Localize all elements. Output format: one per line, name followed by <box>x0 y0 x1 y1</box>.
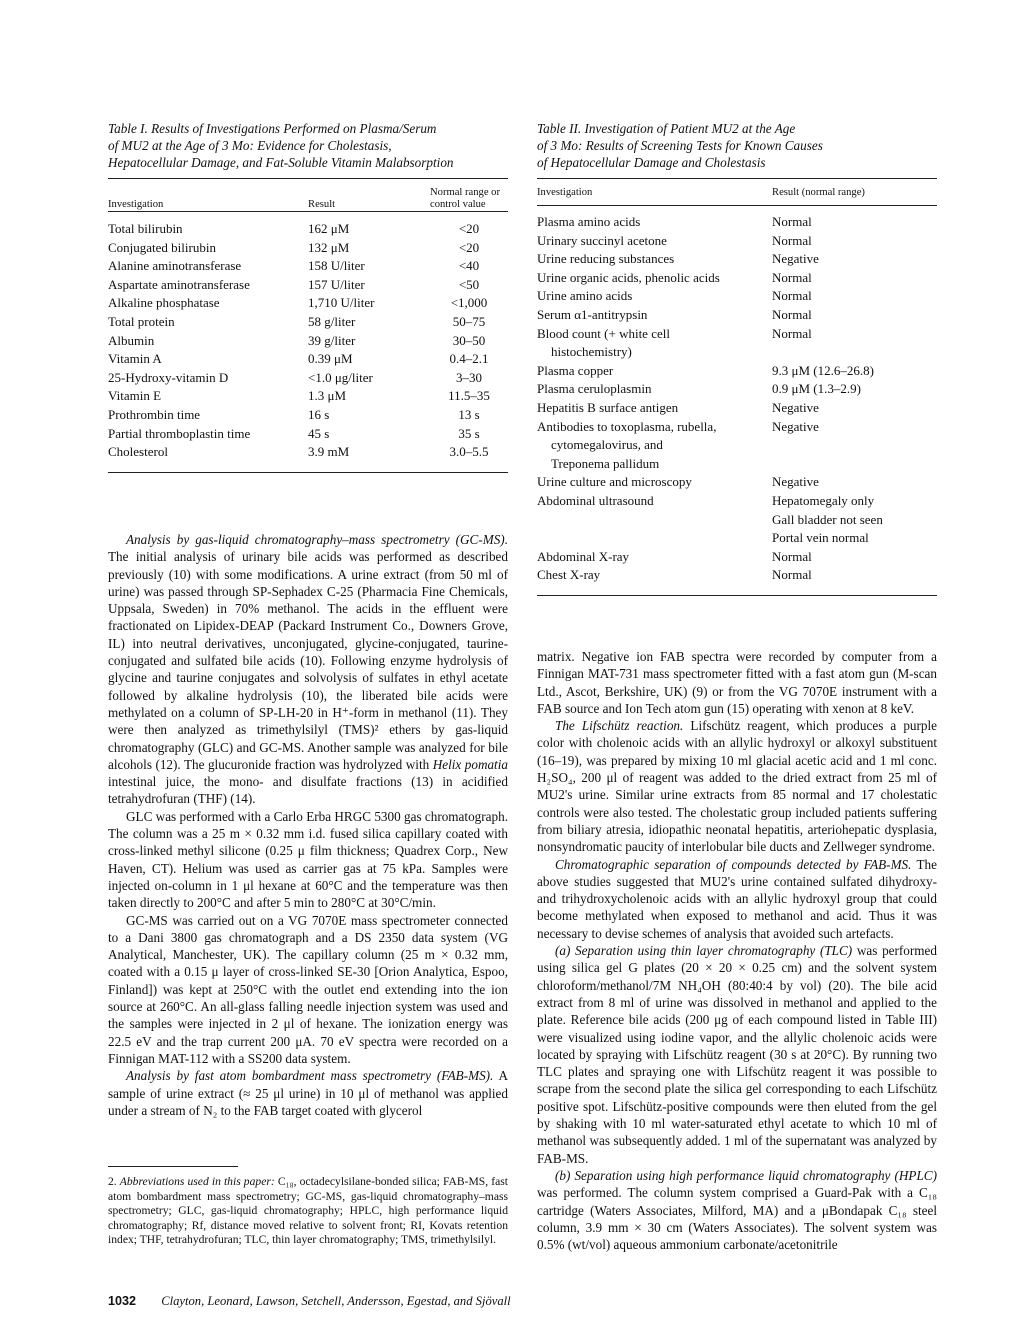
table-row <box>108 369 508 388</box>
paragraph-gcms-intro: Analysis by gas-liquid chromatography–mass spectrometry (GC-MS). The initial analysis of urinary bile acids was performed as described previously (10) with some modifications. A urine extract (from 50 ml of urine) was passed through SP-Sephadex C-25 (Pharmacia Fine Chemicals, Uppsala, Sweden) in 70% methanol. The acids in the effluent were fractionated on Lipidex-DEAP (Packard Instrument Co., Downers Grove, IL) into neutral derivatives, unconjugated, glycine-conjugated, taurine-conjugated and sulfated bile acids (10). Following enzyme hydrolysis of glycine and taurine conjugates and solvolysis of sulfates in ethyl acetate followed by alkaline hydrolysis (10), the liberated bile acids were methylated on a column of SP-LH-20 in H⁺-form in methanol (11). They were then analyzed as trimethylsilyl (TMS)² ethers by gas-liquid chromatography (GLC) and GC-MS. Another sample was analyzed for bile alcohols (12). The glucuronide fraction was hydrolyzed with Helix pomatia intestinal juice, the mono- and disulfate fractions (13) in acidified tetrahydrofuran (THF) (14). <box>108 532 508 807</box>
table-row <box>537 566 937 585</box>
table-cell <box>537 250 772 269</box>
footnote-rule <box>108 1166 238 1167</box>
table-2-header-rule <box>537 205 937 206</box>
table-cell <box>772 250 937 269</box>
table-cell <box>537 362 772 381</box>
cell-line: Urine amino acids <box>537 288 633 304</box>
cell-line: Negative <box>772 251 819 267</box>
table-cell <box>772 473 937 492</box>
cell-line: Normal <box>772 325 812 341</box>
table-cell: 50–75 <box>452 313 486 329</box>
table-row <box>537 232 937 251</box>
table-cell: 30–50 <box>452 332 486 348</box>
cell-line: Abdominal X-ray <box>537 548 630 564</box>
cell-line: Negative <box>772 399 819 415</box>
table-cell <box>772 548 937 567</box>
footnote-abbreviations: 2. Abbreviations used in this paper: C₁₈, octadecylsilane-bonded silica; FAB-MS, fast atom bombardment mass spectrometry; GC-MS, gas-liquid chromatography–mass spectrometry; GLC, gas-liquid chromatography; HPLC, high performance liquid chromatography; Rf, distance moved relative to solvent front; RI, Kovats retention index; THF, tetrahydrofuran; TLC, thin layer chromatography; TMS, trimethylsilyl. <box>108 1175 508 1247</box>
table-cell: Total protein <box>108 313 175 329</box>
table-cell: 0.39 μM <box>308 351 353 367</box>
table-row <box>537 269 937 288</box>
table-1-caption <box>108 120 508 171</box>
table-1-body <box>108 220 508 462</box>
table-cell: 0.4–2.1 <box>449 351 489 367</box>
cell-line: Plasma ceruloplasmin <box>537 381 652 397</box>
table-cell: 11.5–35 <box>448 388 490 404</box>
caption-line: of MU2 at the Age of 3 Mo: Evidence for Cholestasis, <box>108 138 392 153</box>
table-row <box>108 220 508 239</box>
section-heading-hplc: (b) Separation using high performance liquid chromatography (HPLC) <box>555 1167 937 1183</box>
table-cell <box>772 213 937 232</box>
cell-line: Gall bladder not seen <box>772 511 883 527</box>
cell-line: histochemistry) <box>551 344 632 360</box>
table-cell: 1,710 U/liter <box>308 295 375 311</box>
table-cell: 45 s <box>308 425 330 441</box>
table-row <box>108 276 508 295</box>
paragraph-tlc: (a) Separation using thin layer chromatography (TLC) was performed using silica gel G plates (20 × 20 × 0.25 cm) and the solvent system chloroform/methanol/7M NH₄OH (80:40:4 by vol) (20). The bile acid extract from 8 ml of urine was dissolved in methanol and applied to the plate. Reference bile acids (200 μg of each compound listed in Table III) were visualized using iodine vapor, and the allylic cholenoic acids were located by spraying with Lifschütz reagent (30 s at 20°C). By running two TLC plates and spraying one with Lifschütz reagent it was possible to scrape from the second plate the silica gel corresponding to each Lifschütz positive spot. Lifschütz-positive compounds were then eluted from the gel by shaking with 10 ml water-saturated ethyl acetate to which 10 ml of methanol was subsequently added. 1 ml of the supernatant was analyzed by FAB-MS. <box>537 943 938 1166</box>
table-row <box>108 443 508 462</box>
table-cell <box>772 287 937 306</box>
table-cell: 25-Hydroxy-vitamin D <box>108 369 229 385</box>
table-row <box>537 362 937 381</box>
table-cell: Prothrombin time <box>108 406 201 422</box>
table-2 <box>537 120 937 596</box>
table-cell <box>772 492 937 548</box>
cell-line: Normal <box>772 232 812 248</box>
footnote-block <box>108 1166 508 1248</box>
table-cell <box>772 269 937 288</box>
table-cell <box>772 362 937 381</box>
table-cell <box>772 418 937 474</box>
table-2-caption <box>537 120 937 171</box>
table-2-top-rule <box>537 178 937 179</box>
cell-line: Normal <box>772 306 812 322</box>
table-row <box>537 250 937 269</box>
table-cell: 39 g/liter <box>308 332 356 348</box>
table-cell <box>772 566 937 585</box>
cell-line: Plasma copper <box>537 362 614 378</box>
table-cell: 3.0–5.5 <box>449 444 489 460</box>
cell-line: Normal <box>772 269 812 285</box>
table-cell: 3.9 mM <box>308 444 350 460</box>
table-cell: 58 g/liter <box>308 313 356 329</box>
running-authors: Clayton, Leonard, Lawson, Setchell, Andersson, Egestad, and Sjövall <box>161 1294 511 1308</box>
section-heading-fabms: Analysis by fast atom bombardment mass spectrometry (FAB-MS). <box>126 1068 494 1084</box>
table-cell <box>537 399 772 418</box>
table-row <box>108 406 508 425</box>
table-cell: Albumin <box>108 332 155 348</box>
table-row <box>537 399 937 418</box>
table-1-bottom-rule <box>108 472 508 473</box>
cell-line: Plasma amino acids <box>537 214 641 229</box>
table-cell: Alkaline phosphatase <box>108 295 220 311</box>
table-cell <box>537 566 772 585</box>
table-cell <box>772 325 937 362</box>
table-cell: 35 s <box>458 425 480 441</box>
table-row <box>108 425 508 444</box>
section-heading-tlc: (a) Separation using thin layer chromatography (TLC) <box>555 943 853 959</box>
cell-line: Urine organic acids, phenolic acids <box>537 269 720 285</box>
table-row <box>537 492 937 548</box>
table-row <box>108 350 508 369</box>
cell-line: Abdominal ultrasound <box>537 492 654 508</box>
table-cell <box>537 269 772 288</box>
caption-line: Table I. Results of Investigations Performed on Plasma/Serum <box>108 121 437 136</box>
table-row <box>537 325 937 362</box>
table-row <box>537 548 937 567</box>
right-body-text <box>537 648 937 1253</box>
table-cell <box>772 232 937 251</box>
cell-line: cytomegalovirus, and <box>551 437 663 453</box>
table-cell: 132 μM <box>308 239 350 255</box>
paragraph-chromatographic-separation: Chromatographic separation of compounds detected by FAB-MS. The above studies suggested that MU2's urine contained sulfated dihydroxy- and trihydroxycholenoic acids with an allylic hydroxyl group that could become methylated when exposed to methanol and acid. Thus it was necessary to devise schemes of analysis that avoided such artefacts. <box>537 856 937 941</box>
table-2-grid <box>537 187 937 205</box>
table-cell <box>537 473 772 492</box>
table-header-row <box>108 187 508 211</box>
table-cell <box>537 380 772 399</box>
table-2-body <box>537 213 937 585</box>
table-cell: <40 <box>458 258 480 274</box>
cell-line: 0.9 μM (1.3–2.9) <box>772 381 861 397</box>
table-cell: Aspartate aminotransferase <box>108 276 250 292</box>
cell-line: Normal <box>772 288 812 304</box>
cell-line: 9.3 μM (12.6–26.8) <box>772 362 874 378</box>
table-1-top-rule <box>108 178 508 179</box>
paragraph-hplc: (b) Separation using high performance liquid chromatography (HPLC) was performed. The column system comprised a Guard-Pak with a C₁₈ cartridge (Waters Associates, Milford, MA) and a μBondapak C₁₈ steel column, 3.9 mm × 30 cm (Waters Associates). The solvent system was 0.5% (wt/vol) aqueous ammonium carbonate/acetonitrile <box>537 1167 937 1253</box>
table-cell: Alanine aminotransferase <box>108 258 242 274</box>
paragraph-lifschutz: The Lifschütz reaction. Lifschütz reagent, which produces a purple color with cholenoic acids with an allylic hydroxyl or alkoxyl substituent (16–19), was prepared by mixing 10 ml glacial acetic acid and 1 ml conc. H₂SO₄, 200 μl of reagent was added to the dried extract from 25 ml of MU2's urine. Similar urine extracts from 85 normal and 17 cholestatic controls were also tested. The cholestatic group included patients suffering from biliary atresia, idiopathic neonatal hepatitis, arteriohepatic dysplasia, nonsyndromatic paucity of interlobular bile ducts and Zellweger syndrome. <box>537 718 938 855</box>
col-header-result: Result (normal range) <box>772 187 865 198</box>
table-cell <box>537 548 772 567</box>
table-cell: Partial thromboplastin time <box>108 425 251 441</box>
section-heading-lifschutz: The Lifschütz reaction. <box>555 718 684 734</box>
table-1 <box>108 120 508 473</box>
table-row <box>108 257 508 276</box>
table-cell <box>772 306 937 325</box>
section-heading-chromatographic: Chromatographic separation of compounds detected by FAB-MS. <box>555 856 912 872</box>
table-2-bottom-rule <box>537 595 937 596</box>
paragraph-fab-continued: matrix. Negative ion FAB spectra were recorded by computer from a Finnigan MAT-731 mass spectrometer fitted with a fast atom gun (M-scan Ltd., Ascot, Berkshire, UK) (9) or from the VG 7070E instrument with a FAB source and Ion Tech atom gun (15) operating with xenon at 8 keV. <box>537 649 937 716</box>
table-row <box>108 239 508 258</box>
cell-line: Negative <box>772 418 819 434</box>
table-cell <box>537 306 772 325</box>
table-row <box>108 387 508 406</box>
table-row <box>537 213 937 232</box>
page-number: 1032 <box>108 1294 137 1308</box>
table-cell: Vitamin E <box>108 388 162 404</box>
cell-line: Urinary succinyl acetone <box>537 232 667 248</box>
table-cell: <1,000 <box>450 295 488 311</box>
cell-line: Normal <box>772 567 812 583</box>
cell-line: Portal vein normal <box>772 530 869 546</box>
cell-line: Antibodies to toxoplasma, rubella, <box>537 418 717 434</box>
table-cell: 1.3 μM <box>308 388 347 404</box>
table-cell <box>537 232 772 251</box>
table-cell: <20 <box>458 221 480 236</box>
table-cell <box>537 418 772 474</box>
table-cell: 16 s <box>308 406 330 422</box>
cell-line: Serum α1-antitrypsin <box>537 306 648 322</box>
table-cell <box>537 213 772 232</box>
table-cell: Cholesterol <box>108 444 168 460</box>
cell-line: Normal <box>772 214 812 229</box>
cell-line: Urine culture and microscopy <box>537 474 692 490</box>
table-cell <box>772 380 937 399</box>
col-header-result: Result <box>308 199 336 210</box>
table-cell: <50 <box>458 276 480 292</box>
table-row <box>108 313 508 332</box>
table-row <box>537 473 937 492</box>
table-cell: 158 U/liter <box>308 258 365 274</box>
table-header-row <box>537 187 937 205</box>
table-cell: Total bilirubin <box>108 221 183 236</box>
table-cell <box>537 325 772 362</box>
table-cell: 162 μM <box>308 221 350 236</box>
table-cell: 157 U/liter <box>308 276 365 292</box>
table-row <box>537 380 937 399</box>
table-cell: Vitamin A <box>108 351 162 367</box>
table-row <box>537 418 937 474</box>
table-cell: <1.0 μg/liter <box>308 369 373 385</box>
caption-line: Table II. Investigation of Patient MU2 at the Age <box>537 121 796 136</box>
table-row <box>108 294 508 313</box>
table-cell <box>537 287 772 306</box>
table-cell: <20 <box>458 239 480 255</box>
col-header-normal-range: Normal range or control value <box>430 187 501 210</box>
cell-line: Hepatomegaly only <box>772 492 875 508</box>
paragraph-glc: GLC was performed with a Carlo Erba HRGC 5300 gas chromatograph. The column was a 25 m × 0.32 mm i.d. fused silica capillary coated with cross-linked methyl silicone (0.25 μ film thickness; Quadrex Corp., New Haven, CT). Helium was used as carrier gas at 75 kPa. Samples were injected on-column in 1 μl hexane at 60°C and the temperature was then taken directly to 200°C and after 5 min to 280°C at 30°C/min. <box>108 808 508 911</box>
table-1-grid <box>108 187 508 211</box>
table-cell: 13 s <box>458 406 480 422</box>
caption-line: of Hepatocellular Damage and Cholestasis <box>537 155 766 170</box>
table-cell <box>772 399 937 418</box>
cell-line: Negative <box>772 474 819 490</box>
paragraph-fabms: Analysis by fast atom bombardment mass spectrometry (FAB-MS). A sample of urine extract (≈ 25 μl urine) in 10 μl of methanol was applied under a stream of N₂ to the FAB target coated with glycerol <box>108 1068 508 1118</box>
table-row <box>537 306 937 325</box>
cell-line: Hepatitis B surface antigen <box>537 399 679 415</box>
caption-line: Hepatocellular Damage, and Fat-Soluble Vitamin Malabsorption <box>108 155 454 170</box>
col-header-investigation: Investigation <box>537 187 593 198</box>
cell-line: Urine reducing substances <box>537 251 675 267</box>
col-header-investigation: Investigation <box>108 199 164 210</box>
paragraph-gcms-details: GC-MS was carried out on a VG 7070E mass spectrometer connected to a Dani 3800 gas chromatograph and a DS 2350 data system (VG Analytical, Manchester, UK). The capillary column (25 m × 0.32 mm, coated with a 0.15 μ layer of cross-linked SE-30 [Orion Analytica, Espoo, Finland]) was kept at 250°C with the outlet end extending into the ion source at 260°C. An all-glass falling needle injection system was used and the samples were injected in 2 μl of hexane. The ionization energy was 22.5 eV and the trap current 200 μA. 70 eV spectra were recorded on a Finnigan MAT-112 with a SS200 data system. <box>108 912 508 1066</box>
page-footer <box>108 1294 511 1309</box>
table-cell: Conjugated bilirubin <box>108 239 216 255</box>
caption-line: of 3 Mo: Results of Screening Tests for Known Causes <box>537 138 823 153</box>
table-1-header-rule <box>108 211 508 212</box>
cell-line: Chest X-ray <box>537 567 601 583</box>
cell-line: Blood count (+ white cell <box>537 325 670 341</box>
cell-line: Treponema pallidum <box>551 455 660 471</box>
table-cell: 3–30 <box>456 369 482 385</box>
section-heading-gcms: Analysis by gas-liquid chromatography–mass spectrometry (GC-MS). <box>126 532 508 547</box>
left-body-text <box>108 531 508 1119</box>
table-row <box>537 287 937 306</box>
table-row <box>108 332 508 351</box>
cell-line: Normal <box>772 548 812 564</box>
table-cell <box>537 492 772 548</box>
